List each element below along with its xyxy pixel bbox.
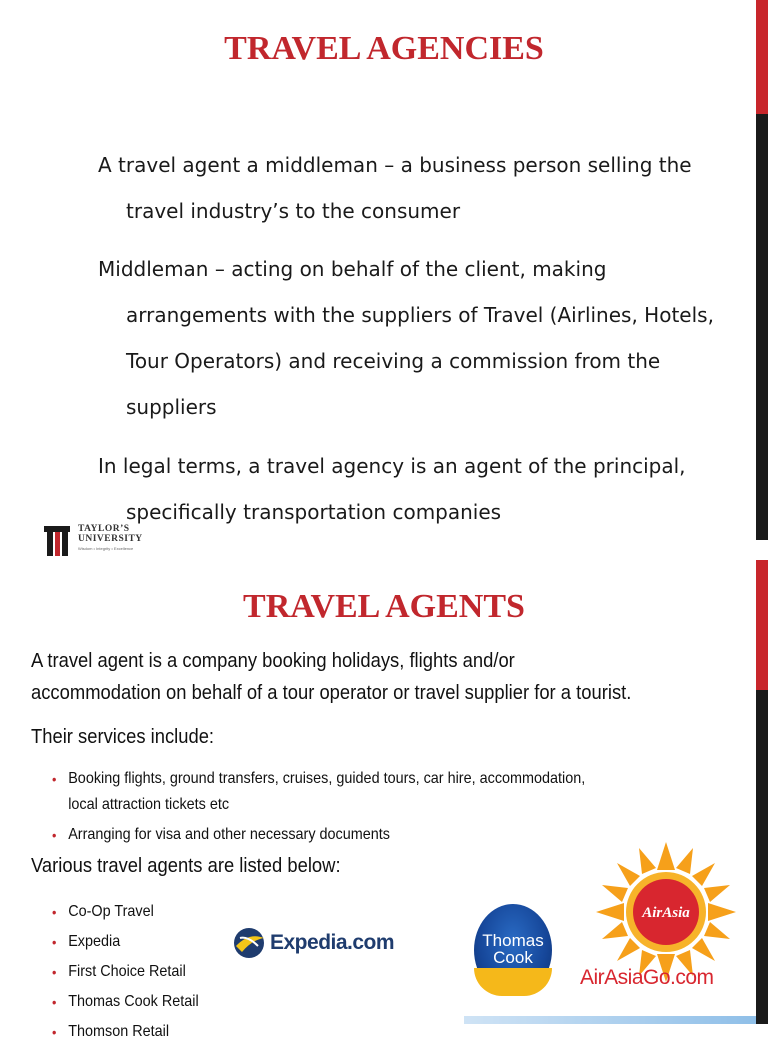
logo-tagline: Wisdom • Integrity • Excellence <box>78 546 134 551</box>
paragraph-legal-terms <box>98 443 748 535</box>
paragraph-line: A travel agent a middleman – a business person selling the <box>98 153 692 177</box>
logo-wordmark <box>78 524 143 544</box>
thomas-cook-wordmark <box>474 932 552 966</box>
paragraph-acting-on-behalf <box>98 246 748 430</box>
services-heading: Their services include: <box>31 726 215 748</box>
airasiago-wordmark: AirAsiaGo.com <box>580 966 714 989</box>
list-item <box>52 766 585 818</box>
slide-title: TRAVEL AGENTS <box>243 588 525 625</box>
thomas-cook-logo <box>474 904 552 996</box>
airasia-badge-text: AirAsia <box>642 905 690 921</box>
paragraph-line: suppliers <box>126 395 217 419</box>
logo-line-taylors: TAYLOR’S <box>78 524 130 534</box>
list-item: • First Choice Retail <box>52 957 199 987</box>
list-item <box>52 822 585 848</box>
taylors-crest-icon <box>42 524 74 558</box>
expedia-globe-icon <box>232 926 268 960</box>
paragraph-line: Middleman – acting on behalf of the client, making <box>98 257 607 281</box>
paragraph-line: arrangements with the suppliers of Travel (Airlines, Hotels, <box>126 303 714 327</box>
airasiago-logo <box>578 840 758 1010</box>
list-item: • Co-Op Travel <box>52 897 199 927</box>
thomas-cook-sun-band <box>474 968 552 996</box>
service-text: local attraction tickets etc <box>68 796 230 813</box>
services-list <box>52 766 585 848</box>
agents-heading: Various travel agents are listed below: <box>31 855 341 877</box>
expedia-logo <box>232 926 412 960</box>
paragraph-middleman <box>98 142 748 234</box>
slide-travel-agents <box>0 560 768 1040</box>
cropped-banner-image <box>464 1016 756 1024</box>
service-text: Booking flights, ground transfers, cruises, guided tours, car hire, accommodation, <box>68 770 586 787</box>
logo-line-university: UNIVERSITY <box>78 534 143 544</box>
list-item: • Thomson Retail <box>52 1017 199 1047</box>
thomas-cook-line2: Cook <box>493 948 533 967</box>
paragraph-line: Tour Operators) and receiving a commission from the <box>126 349 661 373</box>
thomas-cook-line1: Thomas <box>482 931 544 950</box>
taylors-university-logo <box>42 524 152 558</box>
paragraph-line: specifically transportation companies <box>126 500 502 524</box>
paragraph-line: In legal terms, a travel agency is an agent of the principal, <box>98 454 686 478</box>
slide-edge-accent-dark <box>756 114 768 540</box>
service-text: Arranging for visa and other necessary documents <box>68 826 390 843</box>
list-item: • Thomas Cook Retail <box>52 987 199 1017</box>
paragraph-line: travel industry’s to the consumer <box>126 199 461 223</box>
intro-line: A travel agent is a company booking holidays, flights and/or <box>31 650 515 672</box>
agents-list <box>52 897 199 1047</box>
airasia-sun-icon <box>578 840 758 980</box>
list-item: • Expedia <box>52 927 199 957</box>
expedia-wordmark: Expedia.com <box>270 931 395 954</box>
intro-line: accommodation on behalf of a tour operator or travel supplier for a tourist. <box>31 682 632 704</box>
slide-title: TRAVEL AGENCIES <box>224 30 544 67</box>
